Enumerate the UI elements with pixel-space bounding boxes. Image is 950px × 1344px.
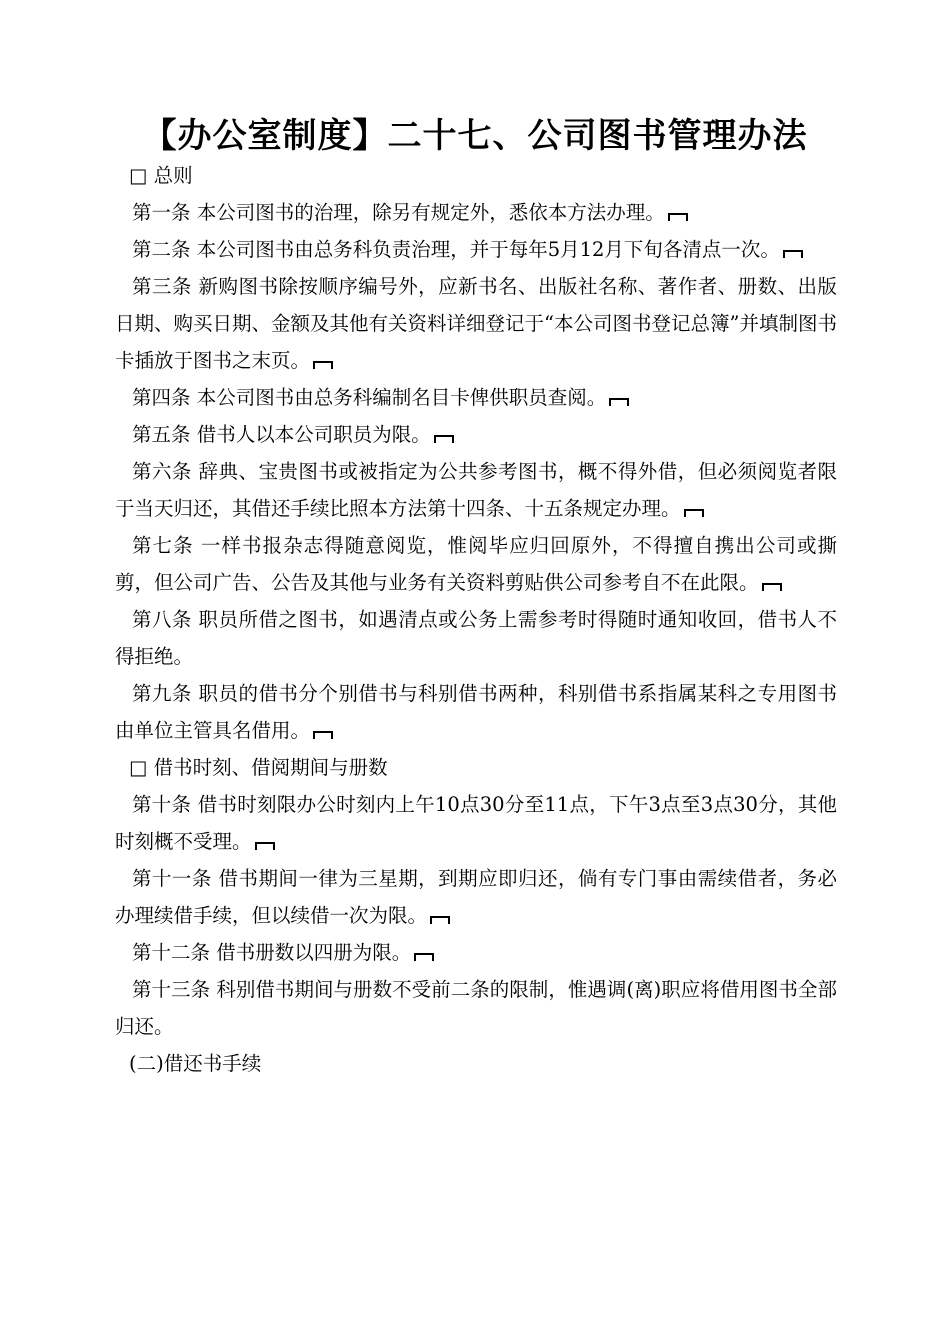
section-heading bbox=[115, 749, 837, 786]
paragraph-mark-icon bbox=[762, 583, 782, 591]
paragraph-text: 第七条 一样书报杂志得随意阅览，惟阅毕应归回原外，不得擅自携出公司或撕剪，但公司广告、公告及其他与业务有关资料剪贴供公司参考自不在此限。 bbox=[115, 534, 837, 594]
paragraph-mark-icon bbox=[414, 953, 434, 961]
paragraph-mark-icon bbox=[783, 250, 803, 258]
article-paragraph bbox=[115, 675, 837, 749]
paragraph-text: 第十二条 借书册数以四册为限。 bbox=[132, 941, 412, 964]
paragraph-mark-icon bbox=[430, 916, 450, 924]
paragraph-text: 第五条 借书人以本公司职员为限。 bbox=[132, 423, 431, 446]
article-paragraph bbox=[115, 453, 837, 527]
article-paragraph bbox=[115, 601, 837, 675]
section-heading bbox=[115, 157, 837, 194]
article-paragraph bbox=[115, 971, 837, 1045]
paragraph-mark-icon bbox=[668, 213, 688, 221]
paragraph-text: □ 借书时刻、借阅期间与册数 bbox=[129, 756, 388, 779]
article-paragraph bbox=[115, 934, 837, 971]
article-paragraph bbox=[115, 231, 837, 268]
paragraph-text: 第六条 辞典、宝贵图书或被指定为公共参考图书，概不得外借，但必须阅览者限于当天归还，其借还手续比照本方法第十四条、十五条规定办理。 bbox=[115, 460, 837, 520]
paragraph-mark-icon bbox=[609, 398, 629, 406]
paragraph-text: 第二条 本公司图书由总务科负责治理，并于每年5月12月下旬各清点一次。 bbox=[132, 238, 780, 261]
article-paragraph bbox=[115, 194, 837, 231]
paragraph-text: 第十条 借书时刻限办公时刻内上午10点30分至11点，下午3点至3点30分，其他时刻概不受理。 bbox=[115, 793, 837, 853]
paragraph-text: (二)借还书手续 bbox=[129, 1052, 262, 1075]
article-paragraph bbox=[115, 416, 837, 453]
paragraph-text: 第九条 职员的借书分个别借书与科别借书两种，科别借书系指属某科之专用图书由单位主管具名借用。 bbox=[115, 682, 837, 742]
paragraph-mark-icon bbox=[684, 509, 704, 517]
article-paragraph bbox=[115, 379, 837, 416]
paragraph-text: 第十三条 科别借书期间与册数不受前二条的限制，惟遇调(离)职应将借用图书全部归还。 bbox=[115, 978, 837, 1038]
paragraph-mark-icon bbox=[313, 731, 333, 739]
section-heading bbox=[115, 1045, 837, 1082]
paragraph-text: □ 总则 bbox=[129, 164, 193, 187]
article-paragraph bbox=[115, 527, 837, 601]
article-paragraph bbox=[115, 268, 837, 379]
paragraph-text: 第三条 新购图书除按顺序编号外，应新书名、出版社名称、著作者、册数、出版日期、购买日期、金额及其他有关资料详细登记于“本公司图书登记总簿”并填制图书卡插放于图书之末页。 bbox=[115, 275, 837, 372]
document-title: 【办公室制度】二十七、公司图书管理办法 bbox=[142, 116, 808, 156]
article-paragraph bbox=[115, 786, 837, 860]
paragraph-mark-icon bbox=[434, 435, 454, 443]
document-body bbox=[115, 157, 837, 1082]
paragraph-text: 第四条 本公司图书由总务科编制名目卡俾供职员查阅。 bbox=[132, 386, 607, 409]
paragraph-text: 第八条 职员所借之图书，如遇清点或公务上需参考时得随时通知收回，借书人不得拒绝。 bbox=[115, 608, 837, 668]
paragraph-mark-icon bbox=[255, 842, 275, 850]
paragraph-mark-icon bbox=[313, 361, 333, 369]
article-paragraph bbox=[115, 860, 837, 934]
paragraph-text: 第一条 本公司图书的治理，除另有规定外，悉依本方法办理。 bbox=[132, 201, 665, 224]
paragraph-text: 第十一条 借书期间一律为三星期，到期应即归还，倘有专门事由需续借者，务必办理续借手续，但以续借一次为限。 bbox=[115, 867, 837, 927]
